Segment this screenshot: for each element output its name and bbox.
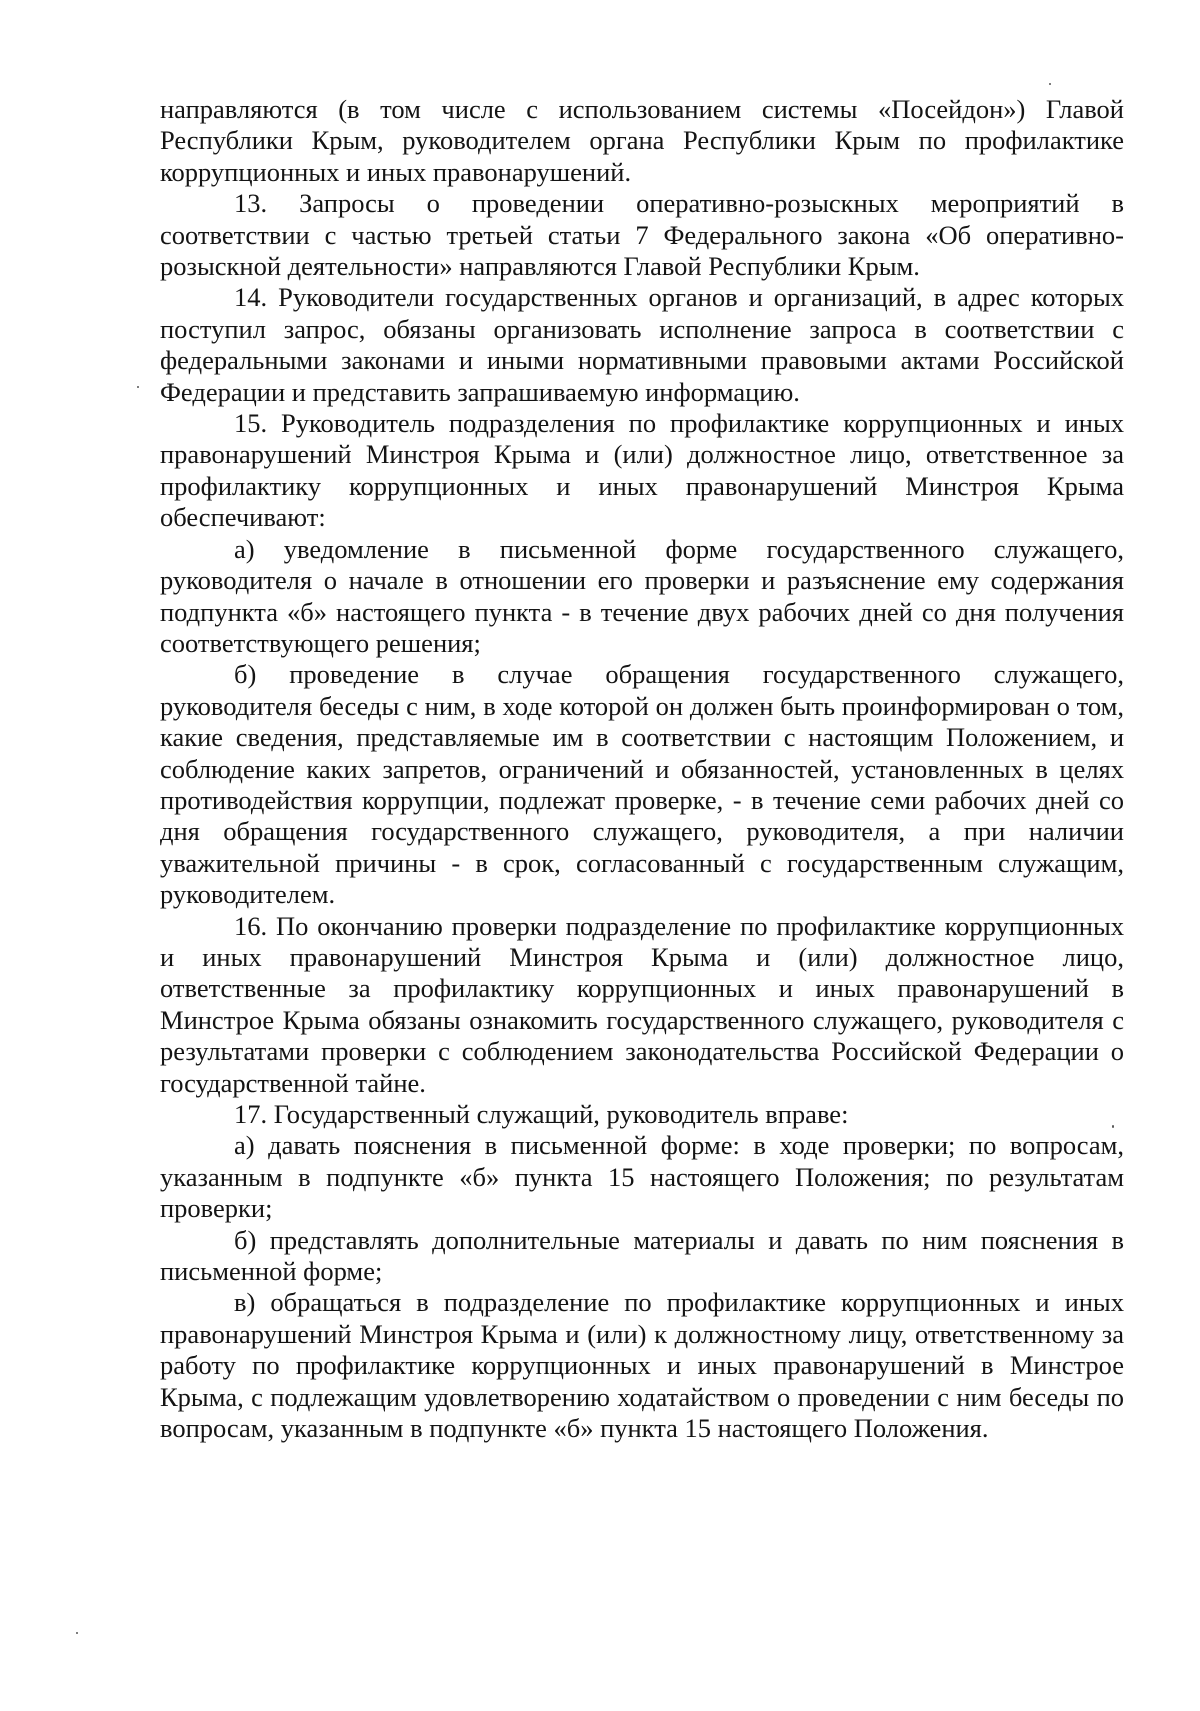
scan-speck bbox=[137, 386, 139, 388]
paragraph-17-a: а) давать пояснения в письменной форме: в ходе проверки; по вопросам, указанным в подпункте «б» пункта 15 настоящего Положения; по результатам проверки; bbox=[160, 1130, 1124, 1224]
paragraph-17-c: в) обращаться в подразделение по профилактике коррупционных и иных правонарушений Минстроя Крыма и (или) к должностному лицу, ответственному за работу по профилактике коррупционных и иных правонарушений в Минстрое Крыма, с подлежащим удовлетворению ходатайством о проведении с ним беседы по вопросам, указанным в подпункте «б» пункта 15 настоящего Положения. bbox=[160, 1287, 1124, 1444]
paragraph-13: 13. Запросы о проведении оперативно-розыскных мероприятий в соответствии с частью третьей статьи 7 Федерального закона «Об оперативно-розыскной деятельности» направляются Главой Республики Крым. bbox=[160, 188, 1124, 282]
scan-speck bbox=[76, 1632, 78, 1634]
paragraph-17-b: б) представлять дополнительные материалы и давать по ним пояснения в письменной форме; bbox=[160, 1224, 1124, 1287]
paragraph-14: 14. Руководители государственных органов и организаций, в адрес которых поступил запрос, обязаны организовать исполнение запроса в соответствии с федеральными законами и иными нормативными правовыми актами Российской Федерации и представить запрашиваемую информацию. bbox=[160, 282, 1124, 407]
paragraph-15-a: а) уведомление в письменной форме государственного служащего, руководителя о начале в отношении его проверки и разъяснение ему содержания подпункта «б» настоящего пункта - в течение двух рабочих дней со дня получения соответствующего решения; bbox=[160, 533, 1124, 658]
paragraph-15: 15. Руководитель подразделения по профилактике коррупционных и иных правонарушений Минстроя Крыма и (или) должностное лицо, ответственное за профилактику коррупционных и иных правонарушений Минстроя Крыма обеспечивают: bbox=[160, 408, 1124, 533]
paragraph-15-b: б) проведение в случае обращения государственного служащего, руководителя беседы с ним, в ходе которой он должен быть проинформирован о том, какие сведения, представляемые им в соответствии с настоящим Положением, и соблюдение каких запретов, ограничений и обязанностей, установленных в целях противодействия коррупции, подлежат проверке, - в течение семи рабочих дней со дня обращения государственного служащего, руководителя, а при наличии уважительной причины - в срок, согласованный с государственным служащим, руководителем. bbox=[160, 659, 1124, 910]
scan-speck bbox=[1112, 1125, 1114, 1128]
scan-speck bbox=[1049, 83, 1051, 85]
paragraph-17: 17. Государственный служащий, руководитель вправе: bbox=[234, 1099, 849, 1129]
paragraph-continuation: направляются (в том числе с использованием системы «Посейдон») Главой Республики Крым, руководителем органа Республики Крым по профилактике коррупционных и иных правонарушений. bbox=[160, 94, 1124, 187]
paragraph-16: 16. По окончанию проверки подразделение по профилактике коррупционных и иных правонарушений Минстроя Крыма и (или) должностное лицо, ответственные за профилактику коррупционных и иных правонарушений в Минстрое Крыма обязаны ознакомить государственного служащего, руководителя с результатами проверки с соблюдением законодательства Российской Федерации о государственной тайне. bbox=[160, 910, 1124, 1098]
document-body bbox=[160, 94, 1124, 1444]
